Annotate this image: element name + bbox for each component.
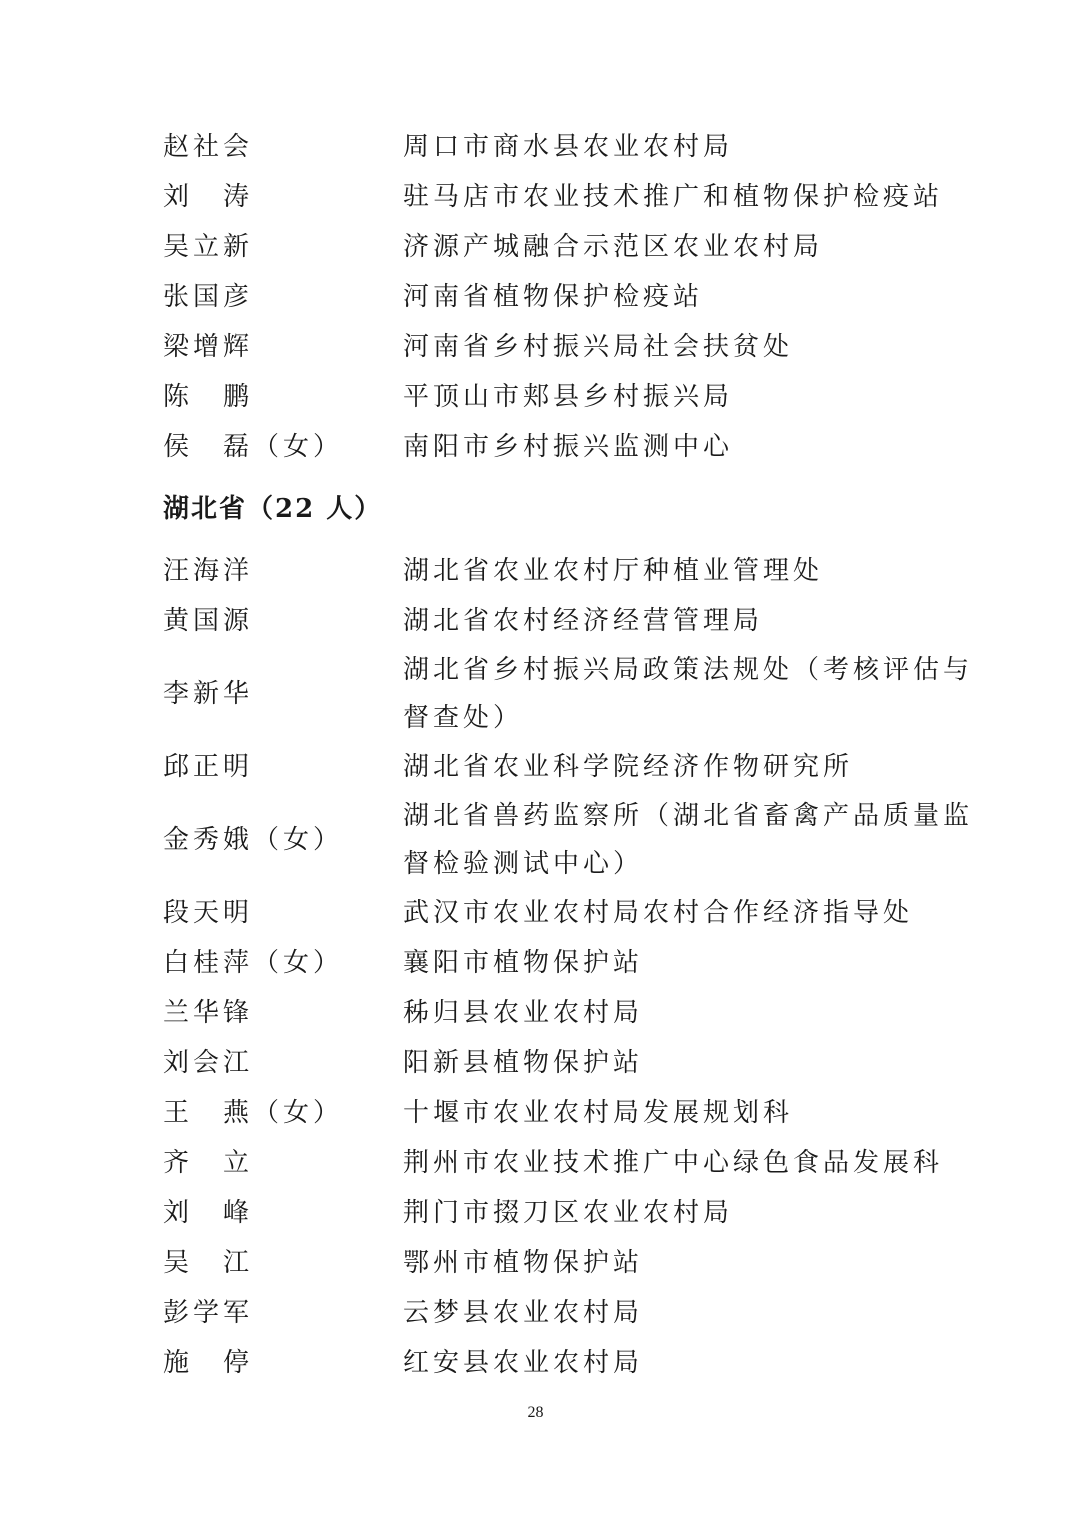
person-name: 吴 江 — [163, 1248, 254, 1278]
province-heading: 湖北省（22 人） — [163, 494, 383, 524]
list-item — [163, 422, 993, 472]
work-unit: 湖北省农业科学院经济作物研究所 — [403, 752, 854, 782]
list-item — [163, 646, 993, 742]
work-unit: 平顶山市郏县乡村振兴局 — [403, 382, 734, 412]
person-name: 张国彦 — [163, 282, 254, 312]
list-item — [163, 596, 993, 646]
award-list — [163, 122, 993, 1388]
work-unit: 荆州市农业技术推广中心绿色食品发展科 — [403, 1148, 944, 1178]
work-unit: 荆门市掇刀区农业农村局 — [403, 1198, 734, 1228]
person-name: 赵社会 — [163, 132, 254, 162]
list-item — [163, 1088, 993, 1138]
work-unit: 河南省植物保护检疫站 — [403, 282, 704, 312]
work-unit: 云梦县农业农村局 — [403, 1298, 644, 1328]
list-item — [163, 988, 993, 1038]
list-item — [163, 122, 993, 172]
list-item — [163, 222, 993, 272]
list-item — [163, 546, 993, 596]
work-unit: 湖北省乡村振兴局政策法规处（考核评估与督查处） — [403, 655, 974, 733]
person-name: 汪海洋 — [163, 556, 254, 586]
work-unit: 十堰市农业农村局发展规划科 — [403, 1098, 794, 1128]
work-unit: 武汉市农业农村局农村合作经济指导处 — [403, 898, 914, 928]
work-unit: 河南省乡村振兴局社会扶贫处 — [403, 332, 794, 362]
list-item — [163, 938, 993, 988]
person-name: 黄国源 — [163, 606, 254, 636]
person-name: 梁增辉 — [163, 332, 254, 362]
person-name: 段天明 — [163, 898, 254, 928]
person-name: 刘会江 — [163, 1048, 254, 1078]
work-unit: 济源产城融合示范区农业农村局 — [403, 232, 824, 262]
work-unit: 鄂州市植物保护站 — [403, 1248, 644, 1278]
person-name: 吴立新 — [163, 232, 254, 262]
person-name: 邱正明 — [163, 752, 254, 782]
list-item — [163, 322, 993, 372]
list-item — [163, 1338, 993, 1388]
work-unit: 周口市商水县农业农村局 — [403, 132, 734, 162]
page-number: 28 — [527, 1404, 544, 1421]
list-item — [163, 888, 993, 938]
person-name: 陈 鹏 — [163, 382, 254, 412]
work-unit: 湖北省农村经济经营管理局 — [403, 606, 764, 636]
work-unit: 湖北省农业农村厅种植业管理处 — [403, 556, 824, 586]
work-unit: 南阳市乡村振兴监测中心 — [403, 432, 734, 462]
person-name: 施 停 — [163, 1348, 254, 1378]
person-name: 齐 立 — [163, 1148, 254, 1178]
person-name: 王 燕（女） — [163, 1098, 344, 1128]
person-name: 白桂萍（女） — [163, 948, 344, 978]
list-item — [163, 172, 993, 222]
work-unit: 襄阳市植物保护站 — [403, 948, 644, 978]
work-unit: 红安县农业农村局 — [403, 1348, 644, 1378]
list-item — [163, 742, 993, 792]
list-item — [163, 1238, 993, 1288]
list-item — [163, 792, 993, 888]
work-unit: 湖北省兽药监察所（湖北省畜禽产品质量监督检验测试中心） — [403, 801, 974, 879]
list-item — [163, 272, 993, 322]
person-name: 刘 峰 — [163, 1198, 254, 1228]
person-name: 金秀娥（女） — [163, 825, 344, 855]
work-unit: 秭归县农业农村局 — [403, 998, 644, 1028]
list-item — [163, 1138, 993, 1188]
list-item — [163, 372, 993, 422]
person-name: 李新华 — [163, 679, 254, 709]
person-name: 彭学军 — [163, 1298, 254, 1328]
person-name: 兰华锋 — [163, 998, 254, 1028]
person-name: 刘 涛 — [163, 182, 254, 212]
person-name: 侯 磊（女） — [163, 432, 344, 462]
list-item — [163, 1038, 993, 1088]
work-unit: 阳新县植物保护站 — [403, 1048, 644, 1078]
work-unit: 驻马店市农业技术推广和植物保护检疫站 — [403, 182, 944, 212]
list-item — [163, 1188, 993, 1238]
list-item — [163, 1288, 993, 1338]
